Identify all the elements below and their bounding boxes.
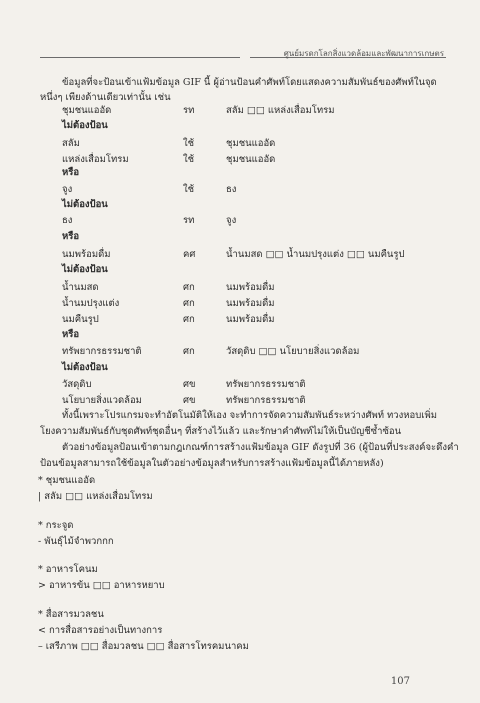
intro-line-1: ข้อมูลที่จะป้อนเข้าแฟ้มข้อมูล GIF นี้ ผู้อ่านป้อนคำศัพท์โดยแสดงความสัมพันธ์ของศัพท์ในจุด [62,77,437,88]
para2-line-2: โยงความสัมพันธ์กับชุดศัพท์ชุดอื่นๆ ที่สร้างไว้แล้ว และรักษาคำศัพท์ไม่ให้เป็นบัญชีซ้ำซ้อน [40,426,402,437]
running-header: ศูนย์มรดกโลกสิ่งแวดล้อมและพัฒนาการเกษตร [283,49,444,58]
document-page: ศูนย์มรดกโลกสิ่งแวดล้อมและพัฒนาการเกษตร ข้อมูลที่จะป้อนเข้าแฟ้มข้อมูล GIF นี้ ผู้อ่านป้อนคำศัพท์โดยแสดงความสัมพันธ์ของศัพท์ในจุด หนึ่งๆ เพียงด้านเดียวเท่านั้น เช่น ชุมชนแออัด รท สลัม □□ แหล่งเสื่อมโทรม ไม่ต้องป้อน สลัม ใช้ ชุมชนแออัด แหล่งเสื่อมโทรม ใช้ ชุมชนแออัด หรือ จูง ใช้ ธง ไม่ต้องป้อน ธง รท จูง หรือ นมพร้อมดื่ม คศ น้ำนมสด □□ น้ำนมปรุงแต่ง □□ นมคืนรูป ไม่ต้องป้อน น้ำนมสด ศก นมพร้อมดื่ม น้ำนมปรุงแต่ง ศก นมพร้อมดื่ม นมคืนรูป ศก นมพร้อมดื่ม หรือ ทรัพยากรธรรมชาติ ศก วัสดุดิบ □□ นโยบายสิ่งแวดล้อม ไม่ต้องป้อน วัสดุดิบ ศข ทรัพยากรธรรมชาติ นโยบายสิ่งแวดล้อม ศข ทรัพยากรธรรมชาติ ทั้งนี้เพราะโปรแกรมจะทำอัตโนมัติให้เอง จะทำการจัดความสัมพันธ์ระหว่างศัพท์ ทวงหอบเพิ่ม โยงความสัมพันธ์กับชุดศัพท์ชุดอื่นๆ ที่สร้างไว้แล้ว และรักษาคำศัพท์ไม่ให้เป็นบัญชีซ้ำซ้อน ตัวอย่างข้อมูลป้อนเข้าตามกฎเกณฑ์การสร้างแฟ้มข้อมูล GIF ดังรูปที่ 36 (ผู้ป้อนที่ประสงค์จะดึงคำ ป้อนข้อมูลสามารถใช้ข้อมูลในตัวอย่างข้อมูลสำหรับการสร้างแฟ้มข้อมูลนี้ได้ภายหลัง) * ชุมชนแออัด | สลัม □□ แหล่งเสื่อมโทรม * กระจูด - พันธุ์ไม้จำพวกกก * อาหารโคนม > อาหารข้น □□ อาหารหยาบ * สื่อสารมวลชน < การสื่อสารอย่างเป็นทางการ – เสรีภาพ □□ สื่อมวลชน □□ สื่อสารโทรคมนาคม 107 [38,49,459,687]
page-number: 107 [390,676,410,687]
list-item: | สลัม □□ แหล่งเสื่อมโทรม [38,491,153,502]
list-item: * สื่อสารมวลชน [38,609,104,620]
list-item: > อาหารข้น □□ อาหารหยาบ [38,580,165,591]
header-rule-left [40,57,240,58]
list-item: * ชุมชนแออัด [38,475,96,486]
para2-line-4: ป้อนข้อมูลสามารถใช้ข้อมูลในตัวอย่างข้อมูลสำหรับการสร้างแฟ้มข้อมูลนี้ได้ภายหลัง) [40,458,384,469]
list-item: * กระจูด [38,520,74,531]
intro-line-2: หนึ่งๆ เพียงด้านเดียวเท่านั้น เช่น [40,92,171,103]
para2-line-3: ตัวอย่างข้อมูลป้อนเข้าตามกฎเกณฑ์การสร้างแฟ้มข้อมูล GIF ดังรูปที่ 36 (ผู้ป้อนที่ประสงค์จะดึงคำ [62,442,459,453]
list-item: < การสื่อสารอย่างเป็นทางการ [38,625,163,636]
list-item: – เสรีภาพ □□ สื่อมวลชน □□ สื่อสารโทรคมนาคม [38,641,249,652]
list-item: * อาหารโคนม [38,564,98,575]
list-item: - พันธุ์ไม้จำพวกกก [38,536,114,547]
para2-line-1: ทั้งนี้เพราะโปรแกรมจะทำอัตโนมัติให้เอง จะทำการจัดความสัมพันธ์ระหว่างศัพท์ ทวงหอบเพิ่ม [62,410,438,421]
